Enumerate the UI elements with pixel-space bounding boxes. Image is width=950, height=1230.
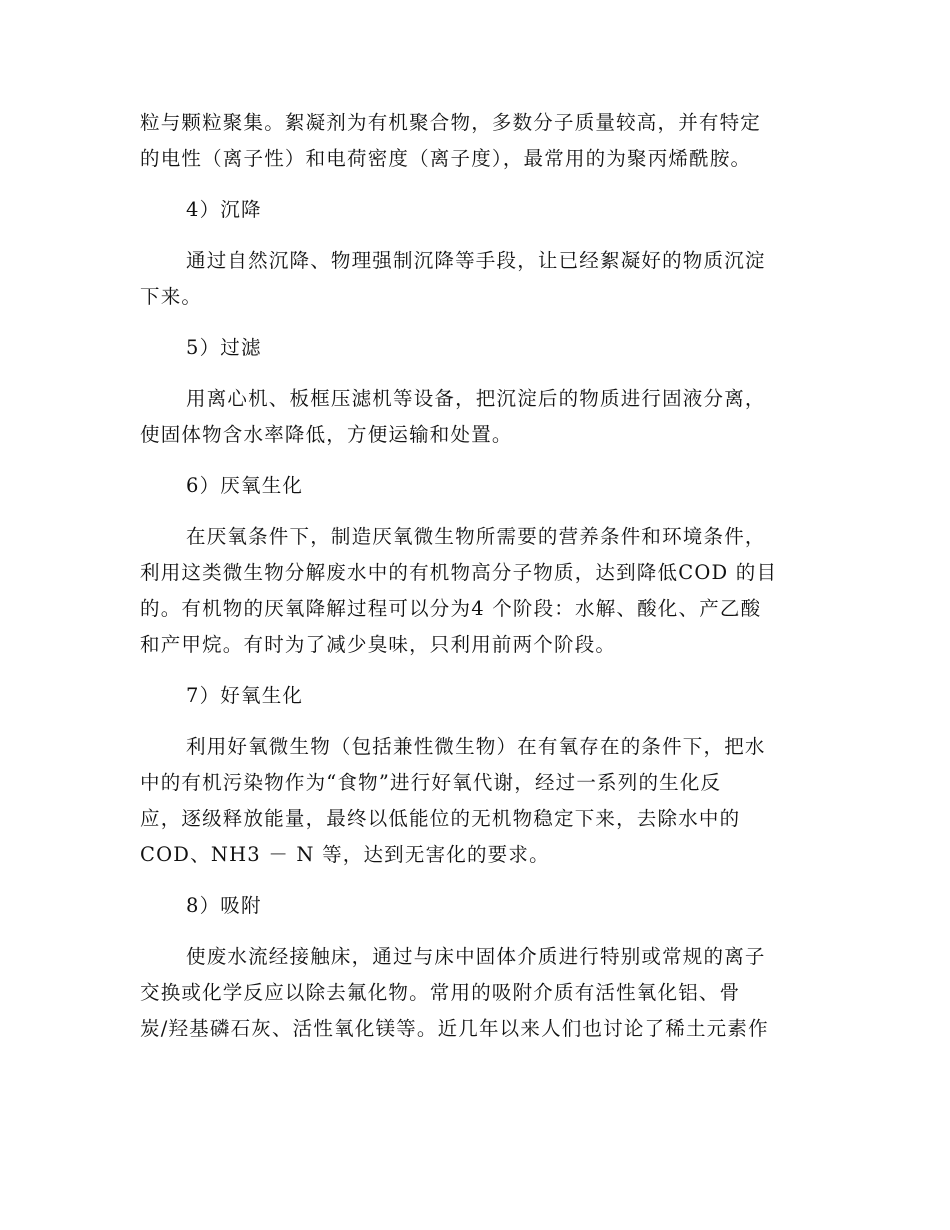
- text-line: [140, 939, 810, 975]
- text-line: [140, 801, 810, 837]
- body-paragraph: [140, 519, 810, 663]
- line-text: 在厌氧条件下，制造厌氧微生物所需要的营养条件和环境条件，: [186, 525, 766, 548]
- line-text: 应，逐级释放能量，最终以低能位的无机物稳定下来，去除水中的: [140, 807, 741, 830]
- line-text: 粒与颗粒聚集。絮凝剂为有机聚合物，多数分子质量较高，并有特定: [140, 111, 762, 134]
- line-text: 利用好氧微生物（包括兼性微生物）在有氧存在的条件下，把水: [186, 735, 766, 758]
- body-paragraph: [140, 243, 810, 315]
- line-text: 的。有机物的厌氧降解过程可以分为4 个阶段：水解、酸化、产乙酸: [140, 597, 762, 620]
- document-page: [140, 105, 810, 1062]
- line-text: COD、NH3 － N 等，达到无害化的要求。: [140, 843, 550, 866]
- body-paragraph: [140, 105, 810, 177]
- text-line: [140, 105, 810, 141]
- section-heading: 4）沉降: [186, 198, 262, 221]
- line-text: 的电性（离子性）和电荷密度（离子度），最常用的为聚丙烯酰胺。: [140, 147, 752, 170]
- text-line: [140, 141, 810, 177]
- text-line: [140, 381, 810, 417]
- section-heading: 6）厌氧生化: [186, 474, 304, 497]
- text-line: [140, 591, 810, 627]
- text-line: [140, 555, 810, 591]
- line-text: 下来。: [140, 285, 203, 308]
- line-text: 利用这类微生物分解废水中的有机物高分子物质，达到降低COD 的目: [140, 561, 778, 584]
- line-text: 用离心机、板框压滤机等设备，把沉淀后的物质进行固液分离，: [186, 387, 766, 410]
- text-line: [140, 279, 810, 315]
- body-paragraph: [140, 381, 810, 453]
- section-heading: 8）吸附: [186, 894, 262, 917]
- text-line: [140, 975, 810, 1011]
- text-line: [140, 627, 810, 663]
- line-text: 和产甲烷。有时为了减少臭味，只利用前两个阶段。: [140, 633, 617, 656]
- body-paragraph: [140, 729, 810, 873]
- text-line: [140, 837, 810, 873]
- line-text: 通过自然沉降、物理强制沉降等手段，让已经絮凝好的物质沉淀: [186, 249, 766, 272]
- line-text: 使固体物含水率降低，方便运输和处置。: [140, 423, 513, 446]
- text-line: [140, 519, 810, 555]
- text-line: [140, 1011, 810, 1047]
- text-line: [140, 243, 810, 279]
- line-text: 使废水流经接触床，通过与床中固体介质进行特别或常规的离子: [186, 945, 766, 968]
- line-text: 交换或化学反应以除去氟化物。常用的吸附介质有活性氧化铝、骨: [140, 981, 741, 1004]
- line-text: 炭/羟基磷石灰、活性氧化镁等。近几年以来人们也讨论了稀土元素作: [140, 1017, 769, 1040]
- text-line: [140, 417, 810, 453]
- text-line: [140, 765, 810, 801]
- line-text: 中的有机污染物作为“食物”进行好氧代谢，经过一系列的生化反: [140, 771, 722, 794]
- text-line: [140, 729, 810, 765]
- section-heading: 5）过滤: [186, 336, 262, 359]
- body-paragraph: [140, 939, 810, 1047]
- section-heading: 7）好氧生化: [186, 684, 304, 707]
